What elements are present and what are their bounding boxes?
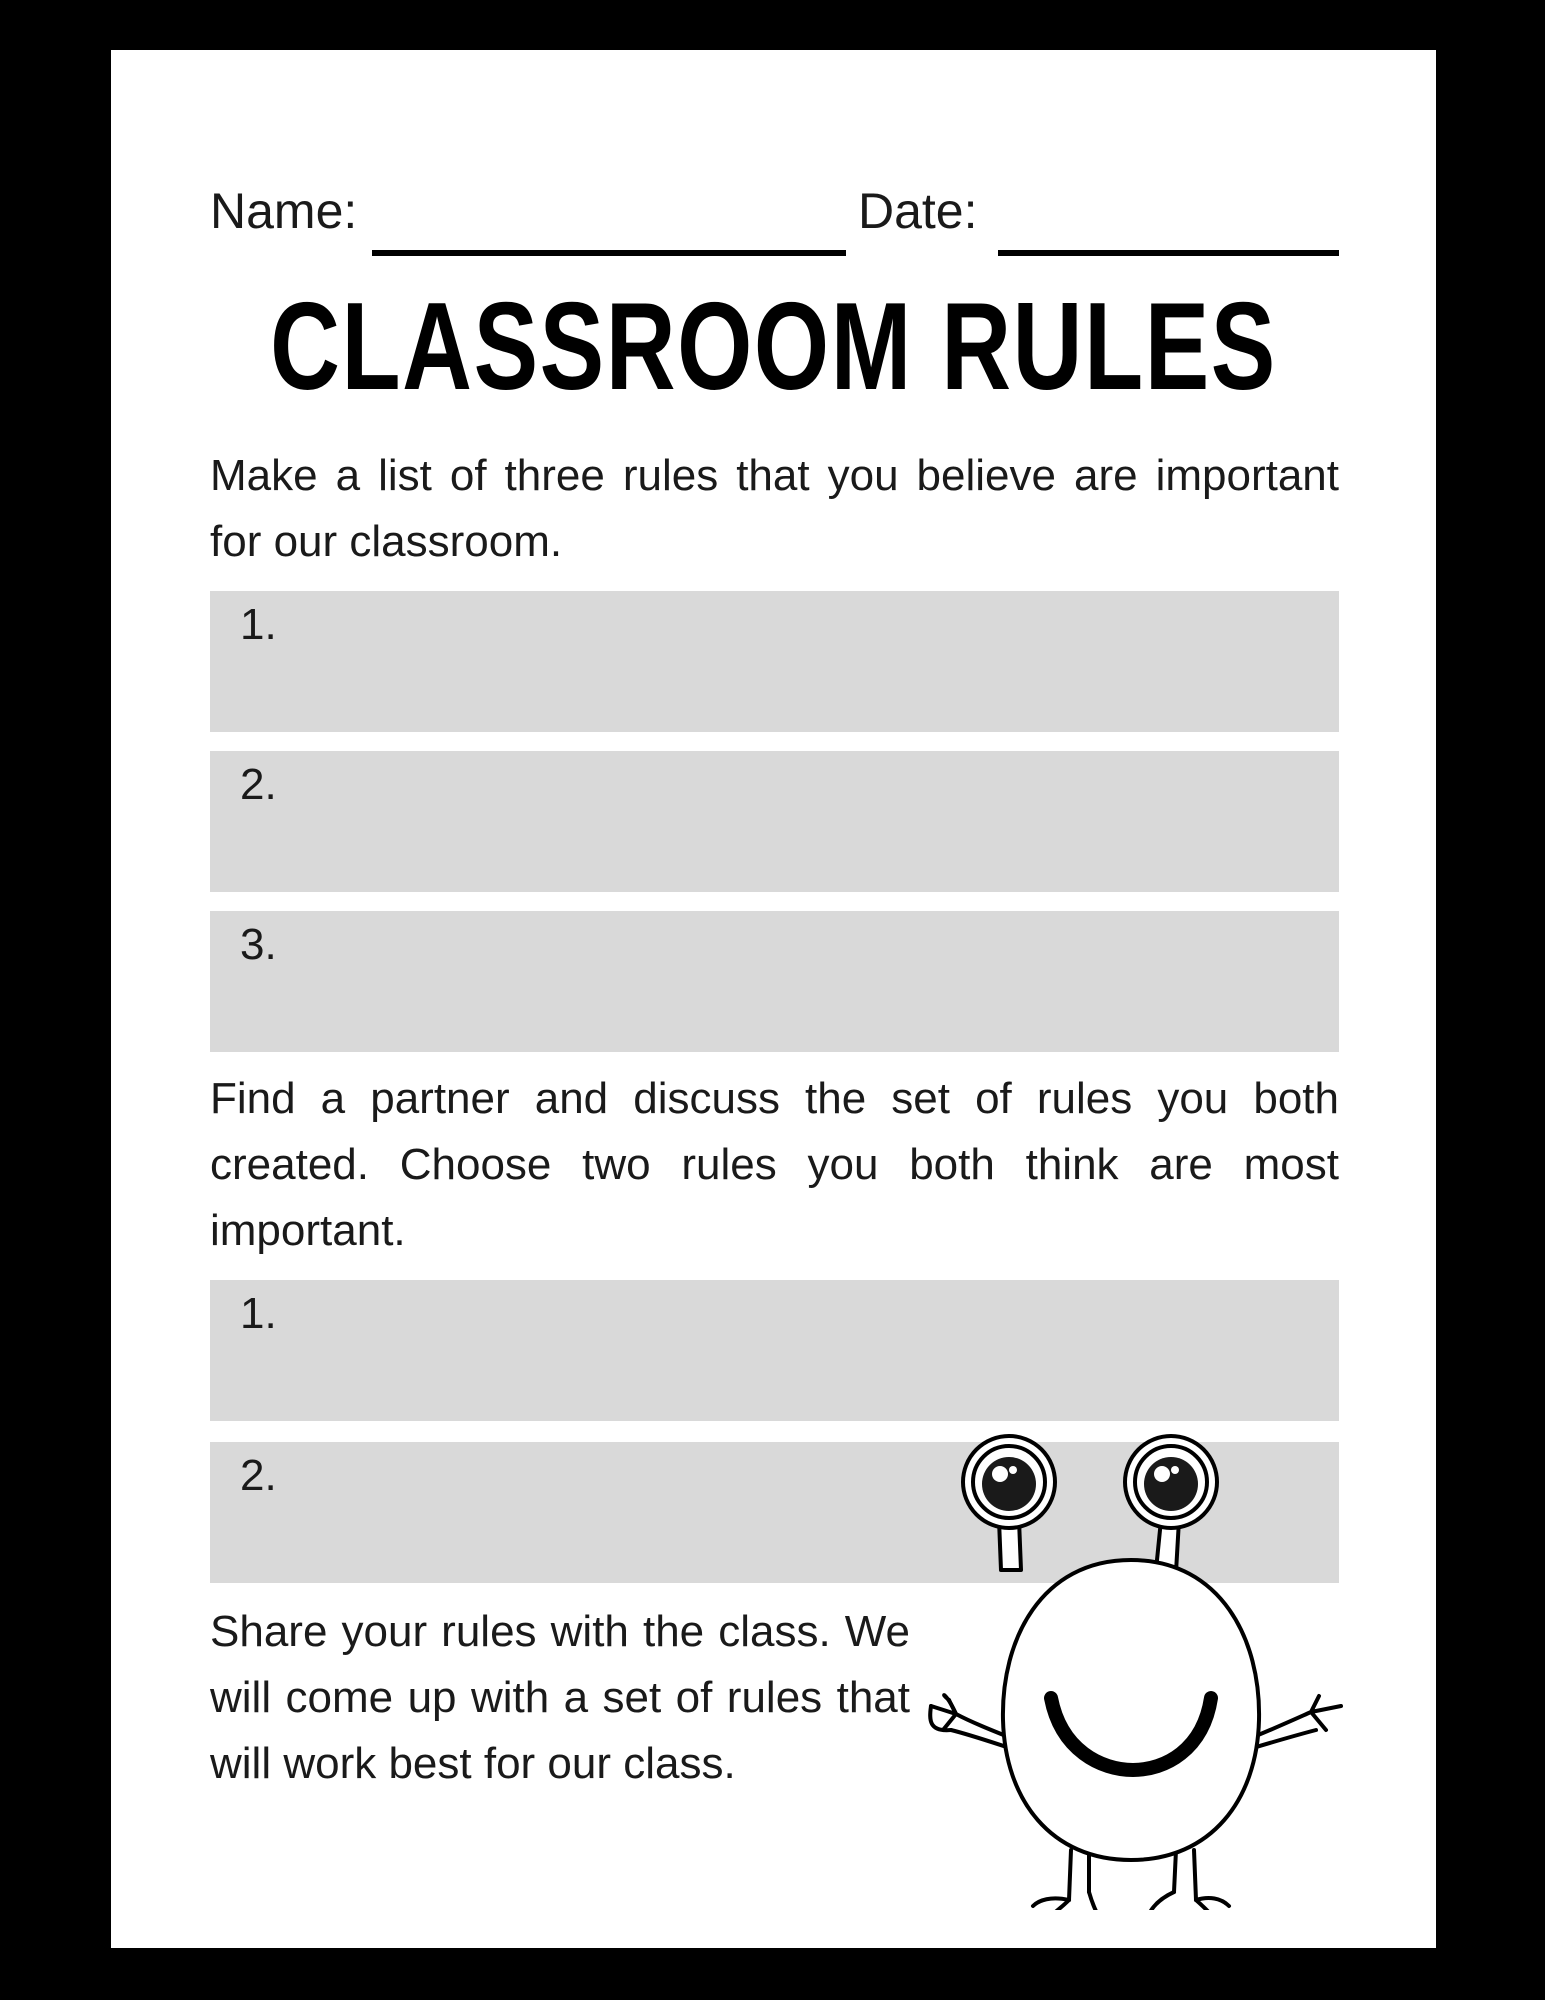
rule-number: 3. <box>240 920 277 969</box>
worksheet-page <box>111 50 1436 1948</box>
name-label: Name: <box>210 183 358 239</box>
rule-box-2[interactable] <box>210 751 1339 892</box>
rule-number: 2. <box>240 760 277 809</box>
rule-box-1[interactable] <box>210 591 1339 732</box>
instructions-part2: Find a partner and discuss the set of rules you both created. Choose two rules you both think are most important. <box>210 1074 1339 1255</box>
instructions-part3: Share your rules with the class. We will come up with a set of rules that will work best for our class. <box>210 1607 910 1788</box>
instructions-part1: Make a list of three rules that you believe are important for our classroom. <box>210 451 1339 566</box>
rule-box-3[interactable] <box>210 911 1339 1052</box>
rule-number: 2. <box>240 1451 277 1500</box>
name-line[interactable] <box>372 250 846 256</box>
header-row <box>210 171 1339 281</box>
shared-rule-box-1[interactable] <box>210 1280 1339 1421</box>
rule-number: 1. <box>240 600 277 649</box>
rule-number: 1. <box>240 1289 277 1338</box>
monster-icon <box>921 1430 1401 1910</box>
page-title: CLASSROOM RULES <box>270 278 1277 416</box>
date-line[interactable] <box>998 250 1339 256</box>
date-label: Date: <box>858 183 978 239</box>
